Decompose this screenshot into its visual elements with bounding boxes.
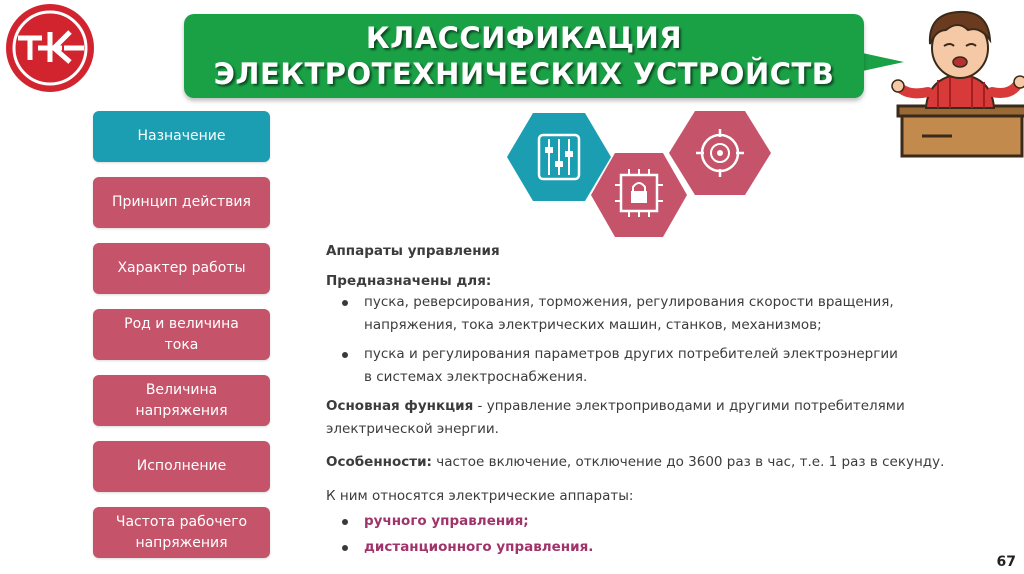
device-type-item bbox=[326, 508, 986, 534]
railway-college-logo-icon bbox=[4, 2, 96, 94]
list-item-text: в системах электроснабжения. bbox=[364, 369, 588, 385]
list-item-text: пуска, реверсирования, торможения, регулирования скорости вращения, bbox=[364, 294, 894, 310]
bullet-icon bbox=[342, 300, 348, 306]
bullet-icon bbox=[342, 519, 348, 525]
sidebar-item-current-type[interactable]: Род и величина тока bbox=[93, 309, 270, 360]
list-item-text: напряжения, тока электрических машин, станков, механизмов; bbox=[364, 317, 822, 333]
purpose-label: Предназначены для: bbox=[326, 273, 492, 289]
purpose-list bbox=[326, 291, 986, 389]
page-number: 67 bbox=[996, 554, 1016, 570]
sidebar-item-voltage-frequency[interactable]: Частота рабочего напряжения bbox=[93, 507, 270, 558]
bullet-icon bbox=[342, 545, 348, 551]
bullet-icon bbox=[342, 352, 348, 358]
sidebar-item-design[interactable]: Исполнение bbox=[93, 441, 270, 492]
content-heading: Аппараты управления bbox=[326, 243, 500, 259]
device-types-list bbox=[326, 508, 986, 560]
page-title-line-1: КЛАССИФИКАЦИЯ bbox=[365, 21, 683, 55]
sidebar-item-work-mode[interactable]: Характер работы bbox=[93, 243, 270, 294]
sidebar-item-purpose[interactable]: Назначение bbox=[93, 111, 270, 162]
features-paragraph bbox=[326, 451, 1006, 474]
list-item-text: пуска и регулирования параметров других потребителей электроэнергии bbox=[364, 346, 898, 362]
target-icon bbox=[669, 111, 771, 195]
features-text: частое включение, отключение до 3600 раз в час, т.е. 1 раз в секунду. bbox=[431, 454, 945, 470]
devices-intro: К ним относятся электрические аппараты: bbox=[326, 488, 634, 504]
page-title bbox=[184, 14, 864, 98]
purpose-list-item bbox=[326, 291, 986, 337]
list-item-text: ручного управления; bbox=[364, 513, 529, 529]
boy-at-desk-illustration-icon bbox=[888, 0, 1024, 160]
list-item-text: дистанционного управления. bbox=[364, 539, 594, 555]
page-title-line-2: ЭЛЕКТРОТЕХНИЧЕСКИХ УСТРОЙСТВ bbox=[213, 57, 835, 91]
main-function-text-2: электрической энергии. bbox=[326, 421, 499, 437]
purpose-list-item bbox=[326, 343, 986, 389]
main-function-paragraph bbox=[326, 395, 986, 441]
hexagon-icons-group bbox=[505, 105, 775, 245]
sidebar-item-operating-principle[interactable]: Принцип действия bbox=[93, 177, 270, 228]
main-function-text: - управление электроприводами и другими потребителями bbox=[473, 398, 905, 414]
device-type-item bbox=[326, 534, 986, 560]
sidebar-item-voltage[interactable]: Величина напряжения bbox=[93, 375, 270, 426]
features-label: Особенности: bbox=[326, 454, 432, 470]
main-function-label: Основная функция bbox=[326, 398, 474, 414]
